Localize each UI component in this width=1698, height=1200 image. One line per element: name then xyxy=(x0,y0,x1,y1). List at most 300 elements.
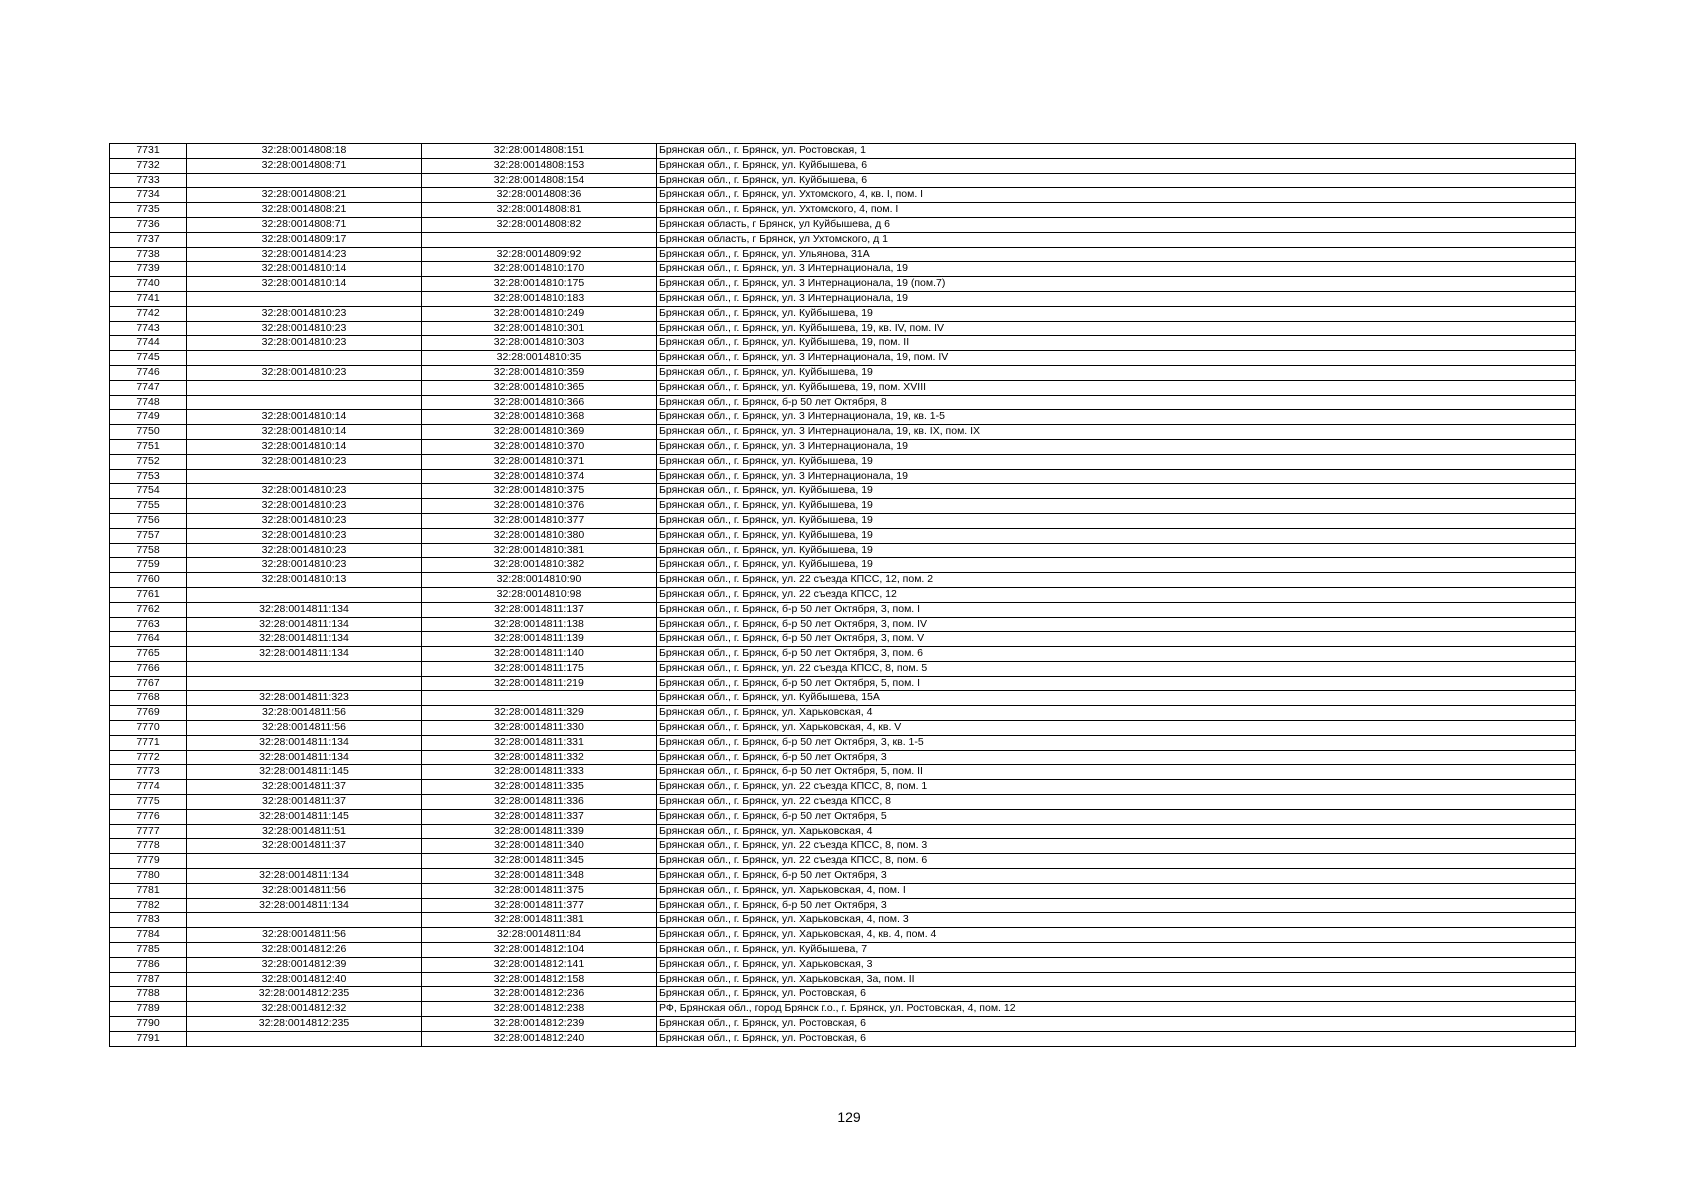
object-cadastral-number-cell: 32:28:0014811:332 xyxy=(422,750,657,765)
cadastral-number-cell: 32:28:0014811:145 xyxy=(187,765,422,780)
address-cell: Брянская обл., г. Брянск, ул. Куйбышева, 19 xyxy=(657,365,1576,380)
address-cell: Брянская обл., г. Брянск, ул. 3 Интернационала, 19 xyxy=(657,439,1576,454)
table-row xyxy=(110,839,1576,854)
object-cadastral-number-cell: 32:28:0014811:339 xyxy=(422,824,657,839)
cadastral-number-cell: 32:28:0014812:26 xyxy=(187,943,422,958)
cadastral-number-cell xyxy=(187,661,422,676)
object-cadastral-number-cell: 32:28:0014810:371 xyxy=(422,454,657,469)
object-cadastral-number-cell: 32:28:0014810:380 xyxy=(422,528,657,543)
cadastral-number-cell: 32:28:0014810:23 xyxy=(187,499,422,514)
cadastral-number-cell: 32:28:0014811:134 xyxy=(187,898,422,913)
row-number-cell: 7759 xyxy=(110,558,187,573)
row-number-cell: 7751 xyxy=(110,439,187,454)
object-cadastral-number-cell: 32:28:0014811:219 xyxy=(422,676,657,691)
table-row xyxy=(110,972,1576,987)
object-cadastral-number-cell: 32:28:0014812:236 xyxy=(422,987,657,1002)
address-cell: Брянская обл., г. Брянск, ул. Куйбышева, 19 xyxy=(657,499,1576,514)
cadastral-number-cell: 32:28:0014808:21 xyxy=(187,203,422,218)
address-cell: Брянская обл., г. Брянск, ул. 22 съезда КПСС, 8, пом. 3 xyxy=(657,839,1576,854)
object-cadastral-number-cell: 32:28:0014810:375 xyxy=(422,484,657,499)
table-row xyxy=(110,824,1576,839)
table-row xyxy=(110,469,1576,484)
table-row xyxy=(110,691,1576,706)
object-cadastral-number-cell: 32:28:0014808:82 xyxy=(422,217,657,232)
object-cadastral-number-cell: 32:28:0014810:98 xyxy=(422,587,657,602)
cadastral-number-cell: 32:28:0014812:39 xyxy=(187,957,422,972)
object-cadastral-number-cell: 32:28:0014812:239 xyxy=(422,1017,657,1032)
row-number-cell: 7786 xyxy=(110,957,187,972)
cadastral-number-cell: 32:28:0014811:134 xyxy=(187,869,422,884)
cadastral-number-cell: 32:28:0014811:134 xyxy=(187,735,422,750)
object-cadastral-number-cell: 32:28:0014809:92 xyxy=(422,247,657,262)
cadastral-number-cell: 32:28:0014810:23 xyxy=(187,513,422,528)
table-row xyxy=(110,336,1576,351)
cadastral-number-cell: 32:28:0014811:37 xyxy=(187,839,422,854)
row-number-cell: 7784 xyxy=(110,928,187,943)
object-cadastral-number-cell: 32:28:0014810:382 xyxy=(422,558,657,573)
object-cadastral-number-cell: 32:28:0014811:140 xyxy=(422,647,657,662)
object-cadastral-number-cell: 32:28:0014810:377 xyxy=(422,513,657,528)
address-cell: Брянская обл., г. Брянск, ул. Куйбышева, 19, пом. XVIII xyxy=(657,380,1576,395)
object-cadastral-number-cell: 32:28:0014811:377 xyxy=(422,898,657,913)
table-row xyxy=(110,188,1576,203)
object-cadastral-number-cell: 32:28:0014810:376 xyxy=(422,499,657,514)
cadastral-number-cell: 32:28:0014811:56 xyxy=(187,721,422,736)
cadastral-number-cell: 32:28:0014811:56 xyxy=(187,706,422,721)
cadastral-number-cell: 32:28:0014810:14 xyxy=(187,410,422,425)
cadastral-number-cell: 32:28:0014809:17 xyxy=(187,232,422,247)
address-cell: Брянская обл., г. Брянск, б-р 50 лет Октября, 3 xyxy=(657,869,1576,884)
row-number-cell: 7776 xyxy=(110,809,187,824)
row-number-cell: 7742 xyxy=(110,306,187,321)
object-cadastral-number-cell: 32:28:0014810:381 xyxy=(422,543,657,558)
address-cell: Брянская обл., г. Брянск, б-р 50 лет Октября, 5, пом. I xyxy=(657,676,1576,691)
table-row xyxy=(110,277,1576,292)
row-number-cell: 7749 xyxy=(110,410,187,425)
cadastral-number-cell: 32:28:0014810:23 xyxy=(187,306,422,321)
object-cadastral-number-cell: 32:28:0014811:329 xyxy=(422,706,657,721)
address-cell: Брянская обл., г. Брянск, б-р 50 лет Октября, 5 xyxy=(657,809,1576,824)
row-number-cell: 7787 xyxy=(110,972,187,987)
cadastral-number-cell: 32:28:0014812:235 xyxy=(187,1017,422,1032)
row-number-cell: 7762 xyxy=(110,602,187,617)
address-cell: Брянская обл., г. Брянск, ул. 22 съезда КПСС, 8, пом. 5 xyxy=(657,661,1576,676)
row-number-cell: 7743 xyxy=(110,321,187,336)
cadastral-number-cell xyxy=(187,173,422,188)
row-number-cell: 7768 xyxy=(110,691,187,706)
cadastral-number-cell: 32:28:0014810:23 xyxy=(187,454,422,469)
table-row xyxy=(110,957,1576,972)
address-cell: Брянская обл., г. Брянск, б-р 50 лет Октября, 3 xyxy=(657,750,1576,765)
row-number-cell: 7773 xyxy=(110,765,187,780)
object-cadastral-number-cell: 32:28:0014808:154 xyxy=(422,173,657,188)
address-cell: Брянская обл., г. Брянск, ул. Куйбышева, 19 xyxy=(657,454,1576,469)
table-row xyxy=(110,528,1576,543)
table-row xyxy=(110,543,1576,558)
cadastral-number-cell xyxy=(187,587,422,602)
table-row xyxy=(110,306,1576,321)
object-cadastral-number-cell: 32:28:0014812:104 xyxy=(422,943,657,958)
row-number-cell: 7781 xyxy=(110,883,187,898)
object-cadastral-number-cell: 32:28:0014810:35 xyxy=(422,351,657,366)
object-cadastral-number-cell: 32:28:0014811:175 xyxy=(422,661,657,676)
table-row xyxy=(110,262,1576,277)
object-cadastral-number-cell: 32:28:0014811:335 xyxy=(422,780,657,795)
cadastral-number-cell: 32:28:0014810:14 xyxy=(187,262,422,277)
cadastral-number-cell: 32:28:0014811:134 xyxy=(187,750,422,765)
address-cell: Брянская обл., г. Брянск, ул. Ухтомского, 4, кв. I, пом. I xyxy=(657,188,1576,203)
address-cell: Брянская обл., г. Брянск, ул. 22 съезда КПСС, 12 xyxy=(657,587,1576,602)
address-cell: Брянская обл., г. Брянск, ул. 3 Интернационала, 19 xyxy=(657,291,1576,306)
cadastral-number-cell: 32:28:0014811:37 xyxy=(187,795,422,810)
object-cadastral-number-cell: 32:28:0014808:151 xyxy=(422,144,657,159)
table-row xyxy=(110,706,1576,721)
row-number-cell: 7785 xyxy=(110,943,187,958)
object-cadastral-number-cell: 32:28:0014810:369 xyxy=(422,425,657,440)
cadastral-number-cell: 32:28:0014811:145 xyxy=(187,809,422,824)
row-number-cell: 7782 xyxy=(110,898,187,913)
object-cadastral-number-cell: 32:28:0014812:158 xyxy=(422,972,657,987)
cadastral-number-cell: 32:28:0014810:14 xyxy=(187,425,422,440)
row-number-cell: 7758 xyxy=(110,543,187,558)
object-cadastral-number-cell: 32:28:0014810:303 xyxy=(422,336,657,351)
cadastral-number-cell: 32:28:0014811:134 xyxy=(187,617,422,632)
row-number-cell: 7741 xyxy=(110,291,187,306)
object-cadastral-number-cell: 32:28:0014811:84 xyxy=(422,928,657,943)
object-cadastral-number-cell xyxy=(422,232,657,247)
address-cell: Брянская обл., г. Брянск, ул. Ульянова, 31А xyxy=(657,247,1576,262)
table-row xyxy=(110,425,1576,440)
address-cell: Брянская обл., г. Брянск, ул. Куйбышева, 19 xyxy=(657,306,1576,321)
object-cadastral-number-cell: 32:28:0014811:375 xyxy=(422,883,657,898)
object-cadastral-number-cell: 32:28:0014810:249 xyxy=(422,306,657,321)
row-number-cell: 7752 xyxy=(110,454,187,469)
row-number-cell: 7740 xyxy=(110,277,187,292)
object-cadastral-number-cell: 32:28:0014810:183 xyxy=(422,291,657,306)
address-cell: Брянская обл., г. Брянск, ул. Куйбышева, 6 xyxy=(657,158,1576,173)
table-row xyxy=(110,380,1576,395)
address-cell: Брянская обл., г. Брянск, ул. Харьковская, 4, пом. I xyxy=(657,883,1576,898)
cadastral-number-cell: 32:28:0014810:23 xyxy=(187,543,422,558)
object-cadastral-number-cell: 32:28:0014811:348 xyxy=(422,869,657,884)
row-number-cell: 7779 xyxy=(110,854,187,869)
table-row xyxy=(110,439,1576,454)
address-cell: Брянская обл., г. Брянск, ул. Ростовская, 6 xyxy=(657,987,1576,1002)
address-cell: Брянская обл., г. Брянск, ул. 22 съезда КПСС, 12, пом. 2 xyxy=(657,573,1576,588)
cadastral-number-cell: 32:28:0014810:13 xyxy=(187,573,422,588)
row-number-cell: 7769 xyxy=(110,706,187,721)
table-row xyxy=(110,617,1576,632)
cadastral-number-cell xyxy=(187,469,422,484)
cadastral-number-cell: 32:28:0014810:14 xyxy=(187,439,422,454)
cadastral-number-cell: 32:28:0014811:134 xyxy=(187,602,422,617)
object-cadastral-number-cell: 32:28:0014811:330 xyxy=(422,721,657,736)
cadastral-number-cell: 32:28:0014808:71 xyxy=(187,158,422,173)
address-cell: Брянская обл., г. Брянск, ул. 3 Интернационала, 19, кв. 1-5 xyxy=(657,410,1576,425)
row-number-cell: 7735 xyxy=(110,203,187,218)
cadastral-number-cell: 32:28:0014808:71 xyxy=(187,217,422,232)
row-number-cell: 7761 xyxy=(110,587,187,602)
table-row xyxy=(110,395,1576,410)
row-number-cell: 7746 xyxy=(110,365,187,380)
address-cell: Брянская обл., г. Брянск, ул. Куйбышева, 19 xyxy=(657,513,1576,528)
table-row xyxy=(110,1031,1576,1046)
table-row xyxy=(110,1017,1576,1032)
row-number-cell: 7756 xyxy=(110,513,187,528)
object-cadastral-number-cell: 32:28:0014811:333 xyxy=(422,765,657,780)
cadastral-number-cell xyxy=(187,395,422,410)
address-cell: Брянская обл., г. Брянск, ул. Харьковская, 4, кв. 4, пом. 4 xyxy=(657,928,1576,943)
object-cadastral-number-cell: 32:28:0014810:365 xyxy=(422,380,657,395)
cadastral-number-cell: 32:28:0014810:23 xyxy=(187,336,422,351)
cadastral-number-cell xyxy=(187,1031,422,1046)
registry-table-body xyxy=(110,144,1576,1047)
row-number-cell: 7738 xyxy=(110,247,187,262)
table-row xyxy=(110,144,1576,159)
row-number-cell: 7732 xyxy=(110,158,187,173)
row-number-cell: 7755 xyxy=(110,499,187,514)
row-number-cell: 7791 xyxy=(110,1031,187,1046)
object-cadastral-number-cell: 32:28:0014811:345 xyxy=(422,854,657,869)
row-number-cell: 7771 xyxy=(110,735,187,750)
row-number-cell: 7774 xyxy=(110,780,187,795)
table-row xyxy=(110,676,1576,691)
cadastral-number-cell: 32:28:0014810:23 xyxy=(187,321,422,336)
table-row xyxy=(110,173,1576,188)
cadastral-number-cell: 32:28:0014811:323 xyxy=(187,691,422,706)
object-cadastral-number-cell: 32:28:0014810:374 xyxy=(422,469,657,484)
object-cadastral-number-cell: 32:28:0014812:238 xyxy=(422,1002,657,1017)
address-cell: Брянская обл., г. Брянск, ул. 3 Интернационала, 19 xyxy=(657,262,1576,277)
address-cell: Брянская обл., г. Брянск, ул. Харьковская, 4, пом. 3 xyxy=(657,913,1576,928)
address-cell: Брянская обл., г. Брянск, ул. Харьковская, 4, кв. V xyxy=(657,721,1576,736)
address-cell: Брянская обл., г. Брянск, ул. Куйбышева, 19, пом. II xyxy=(657,336,1576,351)
object-cadastral-number-cell: 32:28:0014811:381 xyxy=(422,913,657,928)
address-cell: Брянская обл., г. Брянск, ул. Куйбышева, 19, кв. IV, пом. IV xyxy=(657,321,1576,336)
cadastral-number-cell xyxy=(187,380,422,395)
address-cell: Брянская обл., г. Брянск, ул. Куйбышева, 6 xyxy=(657,173,1576,188)
address-cell: Брянская обл., г. Брянск, ул. Ростовская, 1 xyxy=(657,144,1576,159)
object-cadastral-number-cell: 32:28:0014812:240 xyxy=(422,1031,657,1046)
cadastral-number-cell: 32:28:0014810:23 xyxy=(187,528,422,543)
table-row xyxy=(110,913,1576,928)
cadastral-number-cell: 32:28:0014808:18 xyxy=(187,144,422,159)
table-row xyxy=(110,484,1576,499)
address-cell: Брянская обл., г. Брянск, ул. 3 Интернационала, 19, пом. IV xyxy=(657,351,1576,366)
registry-table xyxy=(109,143,1576,1047)
cadastral-number-cell xyxy=(187,676,422,691)
table-row xyxy=(110,750,1576,765)
address-cell: Брянская обл., г. Брянск, б-р 50 лет Октября, 3, пом. IV xyxy=(657,617,1576,632)
address-cell: Брянская обл., г. Брянск, ул. Ростовская, 6 xyxy=(657,1031,1576,1046)
object-cadastral-number-cell: 32:28:0014811:337 xyxy=(422,809,657,824)
object-cadastral-number-cell xyxy=(422,691,657,706)
object-cadastral-number-cell: 32:28:0014811:340 xyxy=(422,839,657,854)
table-row xyxy=(110,869,1576,884)
cadastral-number-cell xyxy=(187,351,422,366)
address-cell: Брянская обл., г. Брянск, б-р 50 лет Октября, 3, пом. I xyxy=(657,602,1576,617)
object-cadastral-number-cell: 32:28:0014811:331 xyxy=(422,735,657,750)
object-cadastral-number-cell: 32:28:0014810:175 xyxy=(422,277,657,292)
address-cell: Брянская область, г Брянск, ул Куйбышева, д 6 xyxy=(657,217,1576,232)
address-cell: Брянская область, г Брянск, ул Ухтомского, д 1 xyxy=(657,232,1576,247)
row-number-cell: 7734 xyxy=(110,188,187,203)
cadastral-number-cell: 32:28:0014811:134 xyxy=(187,647,422,662)
table-row xyxy=(110,854,1576,869)
cadastral-number-cell: 32:28:0014810:14 xyxy=(187,277,422,292)
address-cell: Брянская обл., г. Брянск, б-р 50 лет Октября, 3, пом. V xyxy=(657,632,1576,647)
table-row xyxy=(110,721,1576,736)
object-cadastral-number-cell: 32:28:0014810:359 xyxy=(422,365,657,380)
address-cell: Брянская обл., г. Брянск, ул. Куйбышева, 15А xyxy=(657,691,1576,706)
row-number-cell: 7788 xyxy=(110,987,187,1002)
row-number-cell: 7789 xyxy=(110,1002,187,1017)
table-row xyxy=(110,632,1576,647)
table-row xyxy=(110,454,1576,469)
table-row xyxy=(110,809,1576,824)
address-cell: Брянская обл., г. Брянск, ул. Харьковская, 3 xyxy=(657,957,1576,972)
page-number: 129 xyxy=(837,1109,861,1125)
row-number-cell: 7731 xyxy=(110,144,187,159)
table-row xyxy=(110,765,1576,780)
address-cell: Брянская обл., г. Брянск, ул. Куйбышева, 19 xyxy=(657,558,1576,573)
cadastral-number-cell: 32:28:0014814:23 xyxy=(187,247,422,262)
table-row xyxy=(110,365,1576,380)
row-number-cell: 7733 xyxy=(110,173,187,188)
cadastral-number-cell: 32:28:0014811:56 xyxy=(187,883,422,898)
table-row xyxy=(110,513,1576,528)
row-number-cell: 7739 xyxy=(110,262,187,277)
row-number-cell: 7754 xyxy=(110,484,187,499)
address-cell: Брянская обл., г. Брянск, ул. 3 Интернационала, 19, кв. IX, пом. IX xyxy=(657,425,1576,440)
table-row xyxy=(110,943,1576,958)
row-number-cell: 7753 xyxy=(110,469,187,484)
row-number-cell: 7763 xyxy=(110,617,187,632)
cadastral-number-cell: 32:28:0014811:134 xyxy=(187,632,422,647)
row-number-cell: 7737 xyxy=(110,232,187,247)
table-row xyxy=(110,661,1576,676)
table-row xyxy=(110,351,1576,366)
address-cell: Брянская обл., г. Брянск, б-р 50 лет Октября, 8 xyxy=(657,395,1576,410)
table-row xyxy=(110,795,1576,810)
cadastral-number-cell: 32:28:0014808:21 xyxy=(187,188,422,203)
table-row xyxy=(110,247,1576,262)
row-number-cell: 7767 xyxy=(110,676,187,691)
table-row xyxy=(110,602,1576,617)
address-cell: Брянская обл., г. Брянск, ул. Ухтомского, 4, пом. I xyxy=(657,203,1576,218)
address-cell: Брянская обл., г. Брянск, ул. Ростовская, 6 xyxy=(657,1017,1576,1032)
table-row xyxy=(110,780,1576,795)
object-cadastral-number-cell: 32:28:0014811:139 xyxy=(422,632,657,647)
cadastral-number-cell: 32:28:0014811:37 xyxy=(187,780,422,795)
address-cell: Брянская обл., г. Брянск, ул. Куйбышева, 19 xyxy=(657,484,1576,499)
row-number-cell: 7736 xyxy=(110,217,187,232)
address-cell: Брянская обл., г. Брянск, б-р 50 лет Октября, 3, кв. 1-5 xyxy=(657,735,1576,750)
row-number-cell: 7757 xyxy=(110,528,187,543)
row-number-cell: 7760 xyxy=(110,573,187,588)
object-cadastral-number-cell: 32:28:0014808:36 xyxy=(422,188,657,203)
row-number-cell: 7745 xyxy=(110,351,187,366)
row-number-cell: 7790 xyxy=(110,1017,187,1032)
table-row xyxy=(110,735,1576,750)
table-row xyxy=(110,232,1576,247)
table-row xyxy=(110,558,1576,573)
table-row xyxy=(110,410,1576,425)
cadastral-number-cell: 32:28:0014812:40 xyxy=(187,972,422,987)
address-cell: Брянская обл., г. Брянск, б-р 50 лет Октября, 3 xyxy=(657,898,1576,913)
row-number-cell: 7765 xyxy=(110,647,187,662)
row-number-cell: 7748 xyxy=(110,395,187,410)
address-cell: Брянская обл., г. Брянск, б-р 50 лет Октября, 5, пом. II xyxy=(657,765,1576,780)
row-number-cell: 7766 xyxy=(110,661,187,676)
table-row xyxy=(110,499,1576,514)
cadastral-number-cell xyxy=(187,291,422,306)
table-row xyxy=(110,587,1576,602)
object-cadastral-number-cell: 32:28:0014810:366 xyxy=(422,395,657,410)
address-cell: Брянская обл., г. Брянск, ул. 22 съезда КПСС, 8, пом. 6 xyxy=(657,854,1576,869)
object-cadastral-number-cell: 32:28:0014810:370 xyxy=(422,439,657,454)
address-cell: Брянская обл., г. Брянск, ул. 22 съезда КПСС, 8, пом. 1 xyxy=(657,780,1576,795)
cadastral-number-cell: 32:28:0014811:51 xyxy=(187,824,422,839)
cadastral-number-cell: 32:28:0014810:23 xyxy=(187,484,422,499)
row-number-cell: 7775 xyxy=(110,795,187,810)
object-cadastral-number-cell: 32:28:0014810:170 xyxy=(422,262,657,277)
address-cell: Брянская обл., г. Брянск, ул. Куйбышева, 19 xyxy=(657,528,1576,543)
cadastral-number-cell xyxy=(187,854,422,869)
address-cell: Брянская обл., г. Брянск, ул. Харьковская, 4 xyxy=(657,706,1576,721)
address-cell: Брянская обл., г. Брянск, ул. Куйбышева, 19 xyxy=(657,543,1576,558)
table-row xyxy=(110,321,1576,336)
row-number-cell: 7772 xyxy=(110,750,187,765)
address-cell: Брянская обл., г. Брянск, ул. Харьковская, 3а, пом. II xyxy=(657,972,1576,987)
address-cell: Брянская обл., г. Брянск, ул. Харьковская, 4 xyxy=(657,824,1576,839)
object-cadastral-number-cell: 32:28:0014810:368 xyxy=(422,410,657,425)
cadastral-number-cell: 32:28:0014812:235 xyxy=(187,987,422,1002)
address-cell: Брянская обл., г. Брянск, ул. 3 Интернационала, 19 (пом.7) xyxy=(657,277,1576,292)
object-cadastral-number-cell: 32:28:0014811:336 xyxy=(422,795,657,810)
table-row xyxy=(110,987,1576,1002)
row-number-cell: 7777 xyxy=(110,824,187,839)
address-cell: Брянская обл., г. Брянск, ул. 22 съезда КПСС, 8 xyxy=(657,795,1576,810)
object-cadastral-number-cell: 32:28:0014810:90 xyxy=(422,573,657,588)
table-row xyxy=(110,883,1576,898)
table-row xyxy=(110,928,1576,943)
table-row xyxy=(110,158,1576,173)
table-row xyxy=(110,217,1576,232)
table-row xyxy=(110,203,1576,218)
cadastral-number-cell: 32:28:0014812:32 xyxy=(187,1002,422,1017)
row-number-cell: 7750 xyxy=(110,425,187,440)
row-number-cell: 7764 xyxy=(110,632,187,647)
table-row xyxy=(110,573,1576,588)
row-number-cell: 7783 xyxy=(110,913,187,928)
table-row xyxy=(110,898,1576,913)
object-cadastral-number-cell: 32:28:0014811:137 xyxy=(422,602,657,617)
object-cadastral-number-cell: 32:28:0014812:141 xyxy=(422,957,657,972)
object-cadastral-number-cell: 32:28:0014808:153 xyxy=(422,158,657,173)
row-number-cell: 7778 xyxy=(110,839,187,854)
address-cell: Брянская обл., г. Брянск, б-р 50 лет Октября, 3, пом. 6 xyxy=(657,647,1576,662)
table-row xyxy=(110,647,1576,662)
row-number-cell: 7744 xyxy=(110,336,187,351)
cadastral-number-cell: 32:28:0014810:23 xyxy=(187,558,422,573)
row-number-cell: 7780 xyxy=(110,869,187,884)
object-cadastral-number-cell: 32:28:0014808:81 xyxy=(422,203,657,218)
object-cadastral-number-cell: 32:28:0014810:301 xyxy=(422,321,657,336)
cadastral-number-cell: 32:28:0014811:56 xyxy=(187,928,422,943)
object-cadastral-number-cell: 32:28:0014811:138 xyxy=(422,617,657,632)
row-number-cell: 7770 xyxy=(110,721,187,736)
